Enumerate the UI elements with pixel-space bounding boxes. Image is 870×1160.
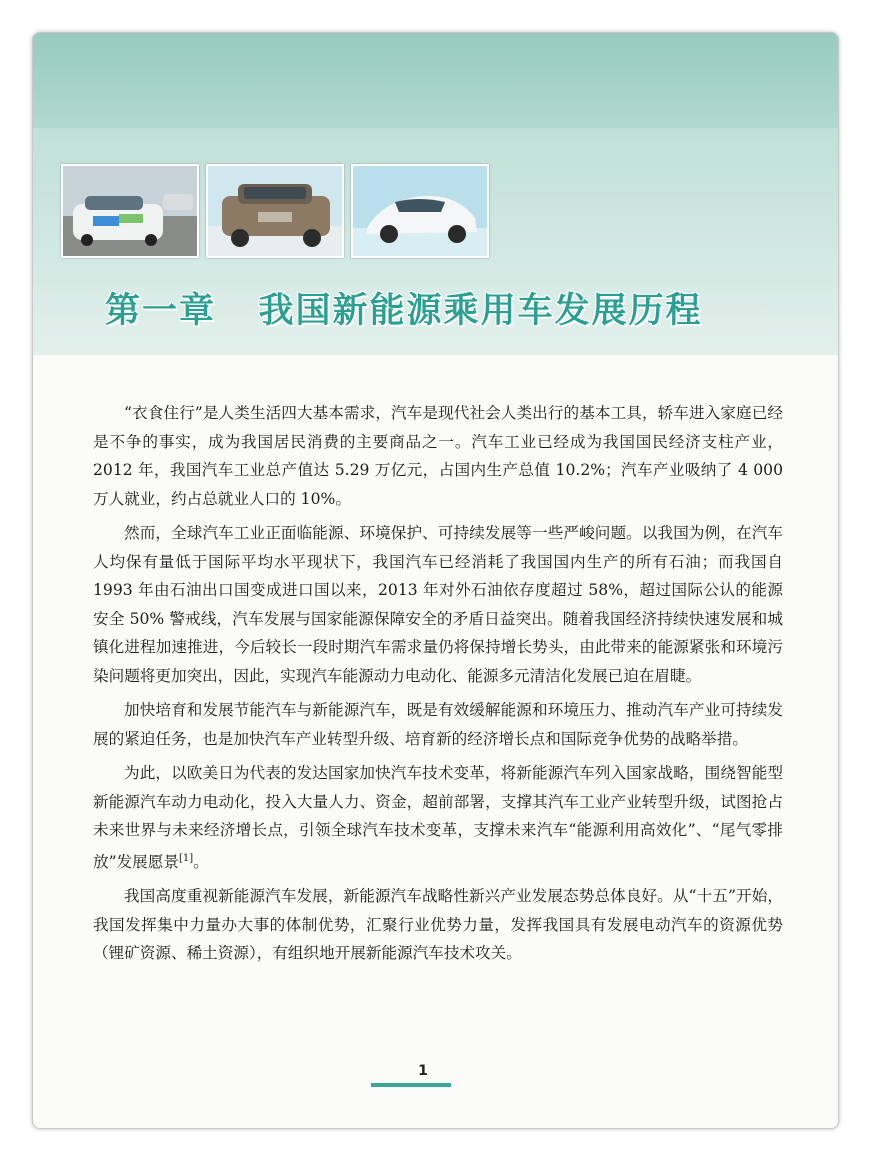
chapter-title: 第一章 我国新能源乘用车发展历程 [105,291,703,331]
paragraph-2: 然而，全球汽车工业正面临能源、环境保护、可持续发展等一些严峻问题。以我国为例，在汽车人均保有量低于国际平均水平现状下，我国汽车已经消耗了我国国内生产的所有石油；而我国自 1993 年由石油出口国变成进口国以来，2013 年对外石油依存度超过 58%，超过国际公认的能源安全 50% 警戒线，汽车发展与国家能源保障安全的矛盾日益突出。随着我国经济持续快速发展和城镇化进程加速推进，今后较长一段时期汽车需求量仍将保持增长势头，由此带来的能源紧张和环境污染问题将更加突出，因此，实现汽车能源动力电动化、能源多元清洁化发展已迫在眉睫。 [93,524,783,685]
paragraph-4-text: 为此，以欧美日为代表的发达国家加快汽车技术变革，将新能源汽车列入国家战略，围绕智能型新能源汽车动力电动化，投入大量人力、资金，超前部署，支撑其汽车工业产业转型升级，试图抢占未来世界与未来经济增长点，引领全球汽车技术变革，支撑未来汽车“能源利用高效化”、“尾气零排放”发展愿景 [93,764,783,871]
book-page [32,32,839,1129]
paragraph-3: 加快培育和发展节能汽车与新能源汽车，既是有效缓解能源和环境压力、推动汽车产业可持续发展的紧迫任务，也是加快汽车产业转型升级、培育新的经济增长点和国际竞争优势的战略举措。 [93,701,783,748]
page-number-rule [371,1083,451,1087]
paragraph-5: 我国高度重视新能源汽车发展，新能源汽车战略性新兴产业发展态势总体良好。从“十五”开始，我国发挥集中力量办大事的体制优势，汇聚行业优势力量，发挥我国具有发展电动汽车的资源优势（锂矿资源、稀土资源），有组织地开展新能源汽车技术攻关。 [93,887,783,963]
page-number: 1 [418,1063,428,1079]
citation-ref: [1] [178,852,194,864]
body-text [93,399,783,974]
paragraph-4-end: 。 [193,852,209,871]
paragraph-1: “衣食住行”是人类生活四大基本需求，汽车是现代社会人类出行的基本工具，轿车进入家庭已经是不争的事实，成为我国居民消费的主要商品之一。汽车工业已经成为我国国民经济支柱产业，2012 年，我国汽车工业总产值达 5.29 万亿元，占国内生产总值 10.2%；汽车产业吸纳了 4 000 万人就业，约占总就业人口的 10%。 [93,404,783,508]
paragraph-4 [93,759,783,876]
police-car-photo [61,164,199,258]
suv-photo [206,164,344,258]
header-top-strip [33,33,838,128]
hybrid-car-photo [351,164,489,258]
